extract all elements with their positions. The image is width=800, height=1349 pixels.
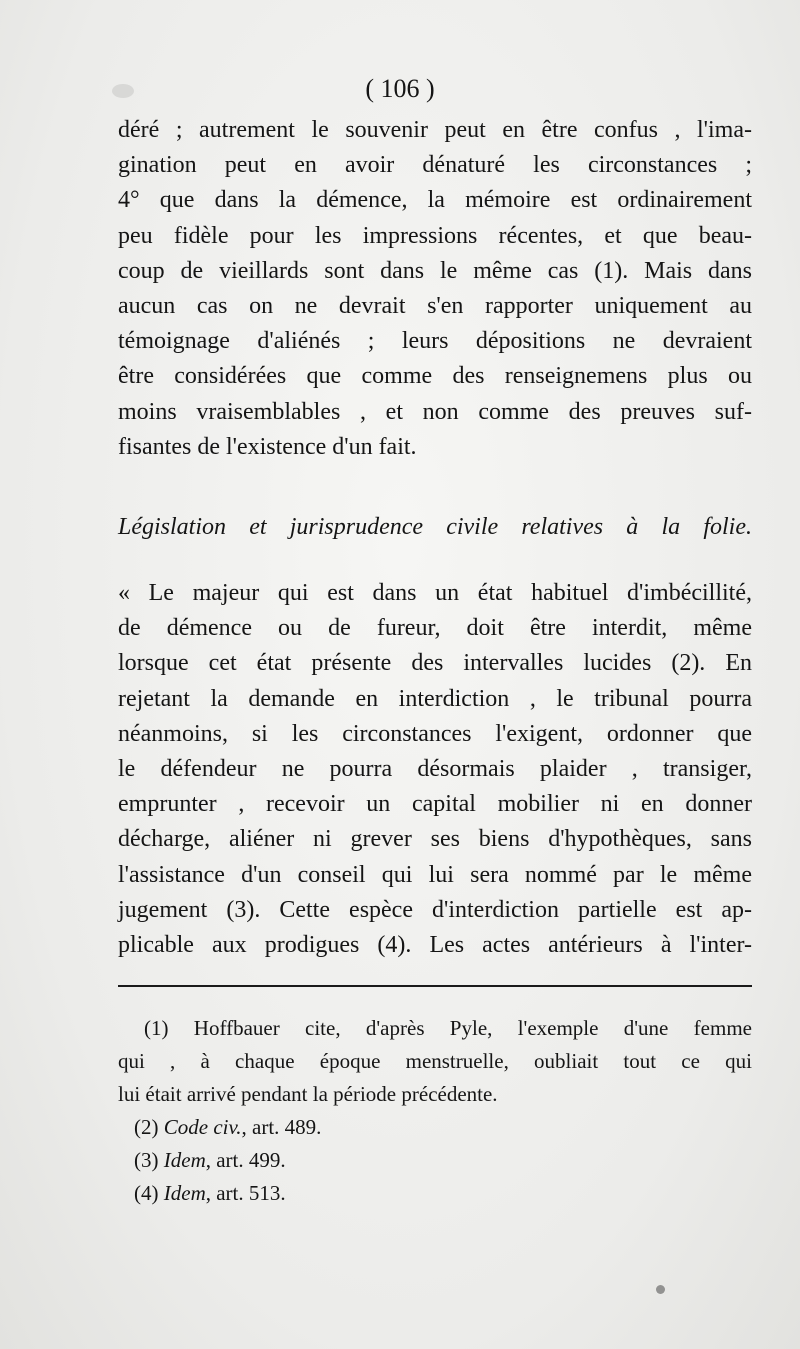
text-line: témoignage d'aliénés ; leurs dépositions ne devraient (118, 328, 752, 355)
footnote-reference: Idem (163, 1181, 206, 1205)
text-line: de démence ou de fureur, doit être interdit, même (118, 615, 752, 642)
text-line: emprunter , recevoir un capital mobilier ni en donner (118, 791, 752, 818)
footnote-1-line: lui était arrivé pendant la période précédente. (118, 1082, 498, 1106)
footnote-1-line: qui , à chaque époque menstruelle, oubliait tout ce qui (118, 1049, 752, 1073)
text-line: néanmoins, si les circonstances l'exigent, ordonner que (118, 720, 752, 747)
text-line: peu fidèle pour les impressions récentes, et que beau- (118, 222, 752, 249)
text-line: l'assistance d'un conseil qui lui sera nommé par le même (118, 861, 752, 888)
footnote-article: , art. 489. (241, 1115, 322, 1139)
footnote-article: , art. 513. (205, 1181, 286, 1205)
paragraph-2 (118, 576, 752, 963)
text-line: jugement (3). Cette espèce d'interdiction partielle est ap- (118, 896, 752, 923)
footnote-mark: (4) (134, 1181, 159, 1205)
text-line: fisantes de l'existence d'un fait. (118, 433, 417, 460)
footnote-1-line: (1) Hoffbauer cite, d'après Pyle, l'exemple d'une femme (144, 1016, 752, 1040)
text-line: être considérées que comme des renseignemens plus ou (118, 363, 752, 390)
footnote-reference: Code civ. (163, 1115, 242, 1139)
text-line: déré ; autrement le souvenir peut en être confus , l'ima- (118, 117, 752, 143)
ink-smudge (656, 1285, 665, 1294)
paragraph-1 (118, 113, 752, 465)
text-line: plicable aux prodigues (4). Les actes antérieurs à l'inter- (118, 931, 752, 958)
footnote-3 (118, 1144, 752, 1177)
text-line: moins vraisemblables , et non comme des preuves suf- (118, 398, 752, 425)
footnotes (118, 1012, 752, 1210)
text-line: décharge, aliéner ni grever ses biens d'hypothèques, sans (118, 826, 752, 853)
text-line: 4° que dans la démence, la mémoire est ordinairement (118, 187, 752, 214)
footnote-4 (118, 1177, 752, 1210)
text-line: rejetant la demande en interdiction , le tribunal pourra (118, 685, 752, 712)
text-line: aucun cas on ne devrait s'en rapporter uniquement au (118, 292, 752, 319)
text-line: lorsque cet état présente des intervalles lucides (2). En (118, 650, 752, 677)
section-heading: Législation et jurisprudence civile relatives à la folie. (118, 514, 752, 540)
footnote-divider (118, 985, 752, 987)
footnote-mark: (3) (134, 1148, 159, 1172)
text-line: coup de vieillards sont dans le même cas (1). Mais dans (118, 257, 752, 284)
text-line: gination peut en avoir dénaturé les circonstances ; (118, 152, 752, 179)
text-line: « Le majeur qui est dans un état habituel d'imbécillité, (118, 580, 752, 606)
footnote-mark: (2) (134, 1115, 159, 1139)
footnote-article: , art. 499. (205, 1148, 286, 1172)
footnote-reference: Idem (163, 1148, 206, 1172)
page-number: ( 106 ) (365, 74, 435, 103)
footnote-2 (118, 1111, 752, 1144)
text-line: le défendeur ne pourra désormais plaider , transiger, (118, 755, 752, 782)
